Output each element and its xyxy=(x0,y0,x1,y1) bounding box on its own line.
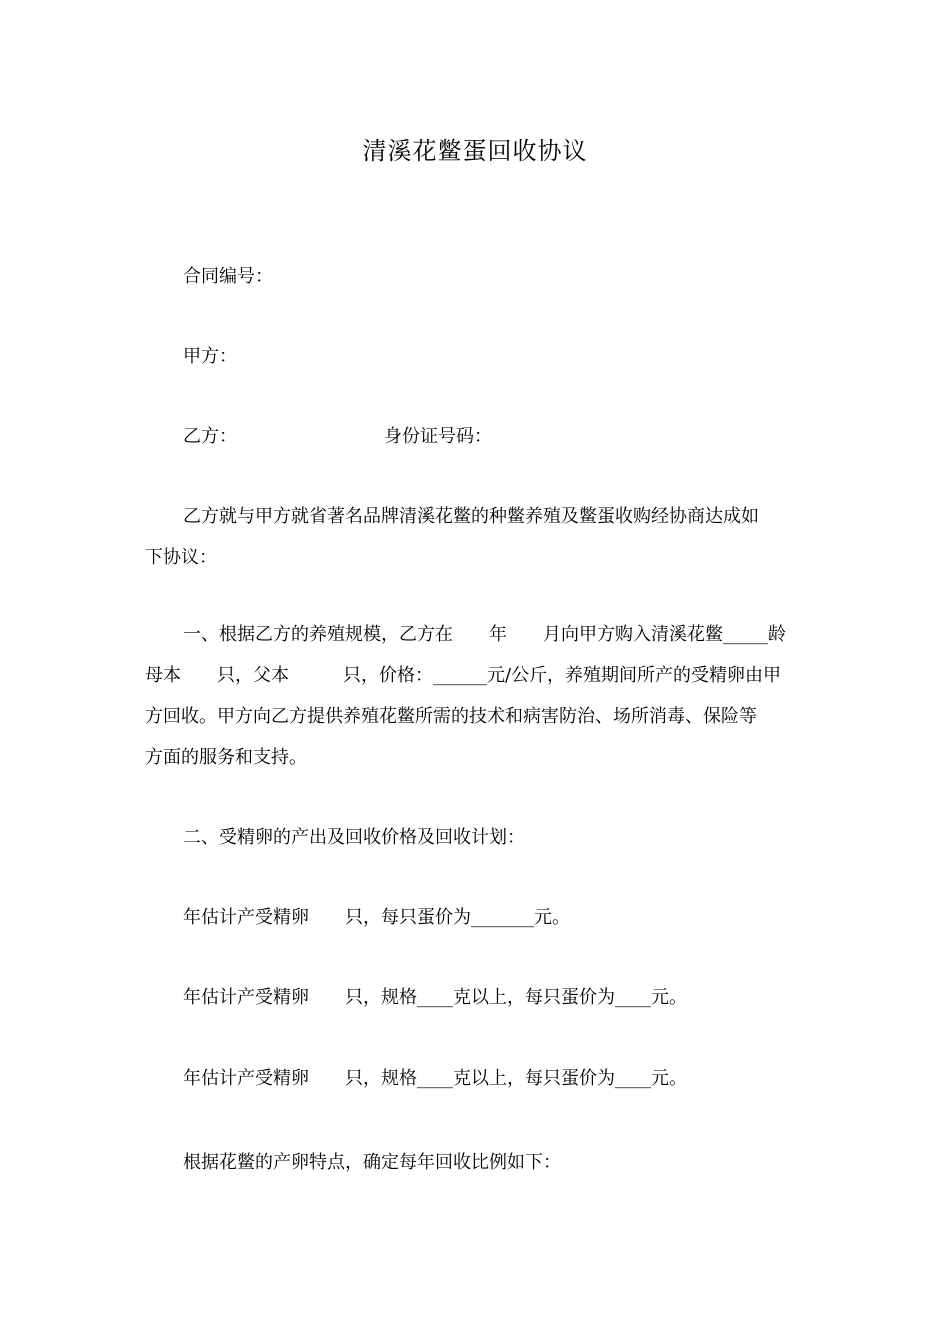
section1-line-4: 方面的服务和支持。 xyxy=(145,747,307,768)
estimate-line-2: 年估计产受精卵 只，规格____克以上，每只蛋价为____元。 xyxy=(183,987,687,1008)
estimate-line-1: 年估计产受精卵 只，每只蛋价为_______元。 xyxy=(183,907,570,928)
party-b-label: 乙方： xyxy=(183,426,237,447)
intro-line-2: 下协议： xyxy=(145,547,217,568)
estimate-line-3: 年估计产受精卵 只，规格____克以上，每只蛋价为____元。 xyxy=(183,1068,687,1089)
section1-line-3: 方回收。甲方向乙方提供养殖花鳖所需的技术和病害防治、场所消毒、保险等 xyxy=(145,706,757,727)
contract-number-label: 合同编号： xyxy=(183,266,273,287)
recovery-ratio-line: 根据花鳖的产卵特点，确定每年回收比例如下： xyxy=(183,1152,561,1173)
intro-line-1: 乙方就与甲方就省著名品牌清溪花鳖的种鳖养殖及鳖蛋收购经协商达成如 xyxy=(183,506,759,527)
section1-line-1: 一、根据乙方的养殖规模，乙方在 年 月向甲方购入清溪花鳖_____龄 xyxy=(183,624,786,645)
section2-heading: 二、受精卵的产出及回收价格及回收计划： xyxy=(183,827,525,848)
document-title: 清溪花鳖蛋回收协议 xyxy=(362,137,588,165)
id-number-label: 身份证号码： xyxy=(384,426,492,447)
section1-line-2: 母本 只，父本 只，价格：______元/公斤，养殖期间所产的受精卵由甲 xyxy=(145,665,782,686)
party-a-label: 甲方： xyxy=(183,346,237,367)
